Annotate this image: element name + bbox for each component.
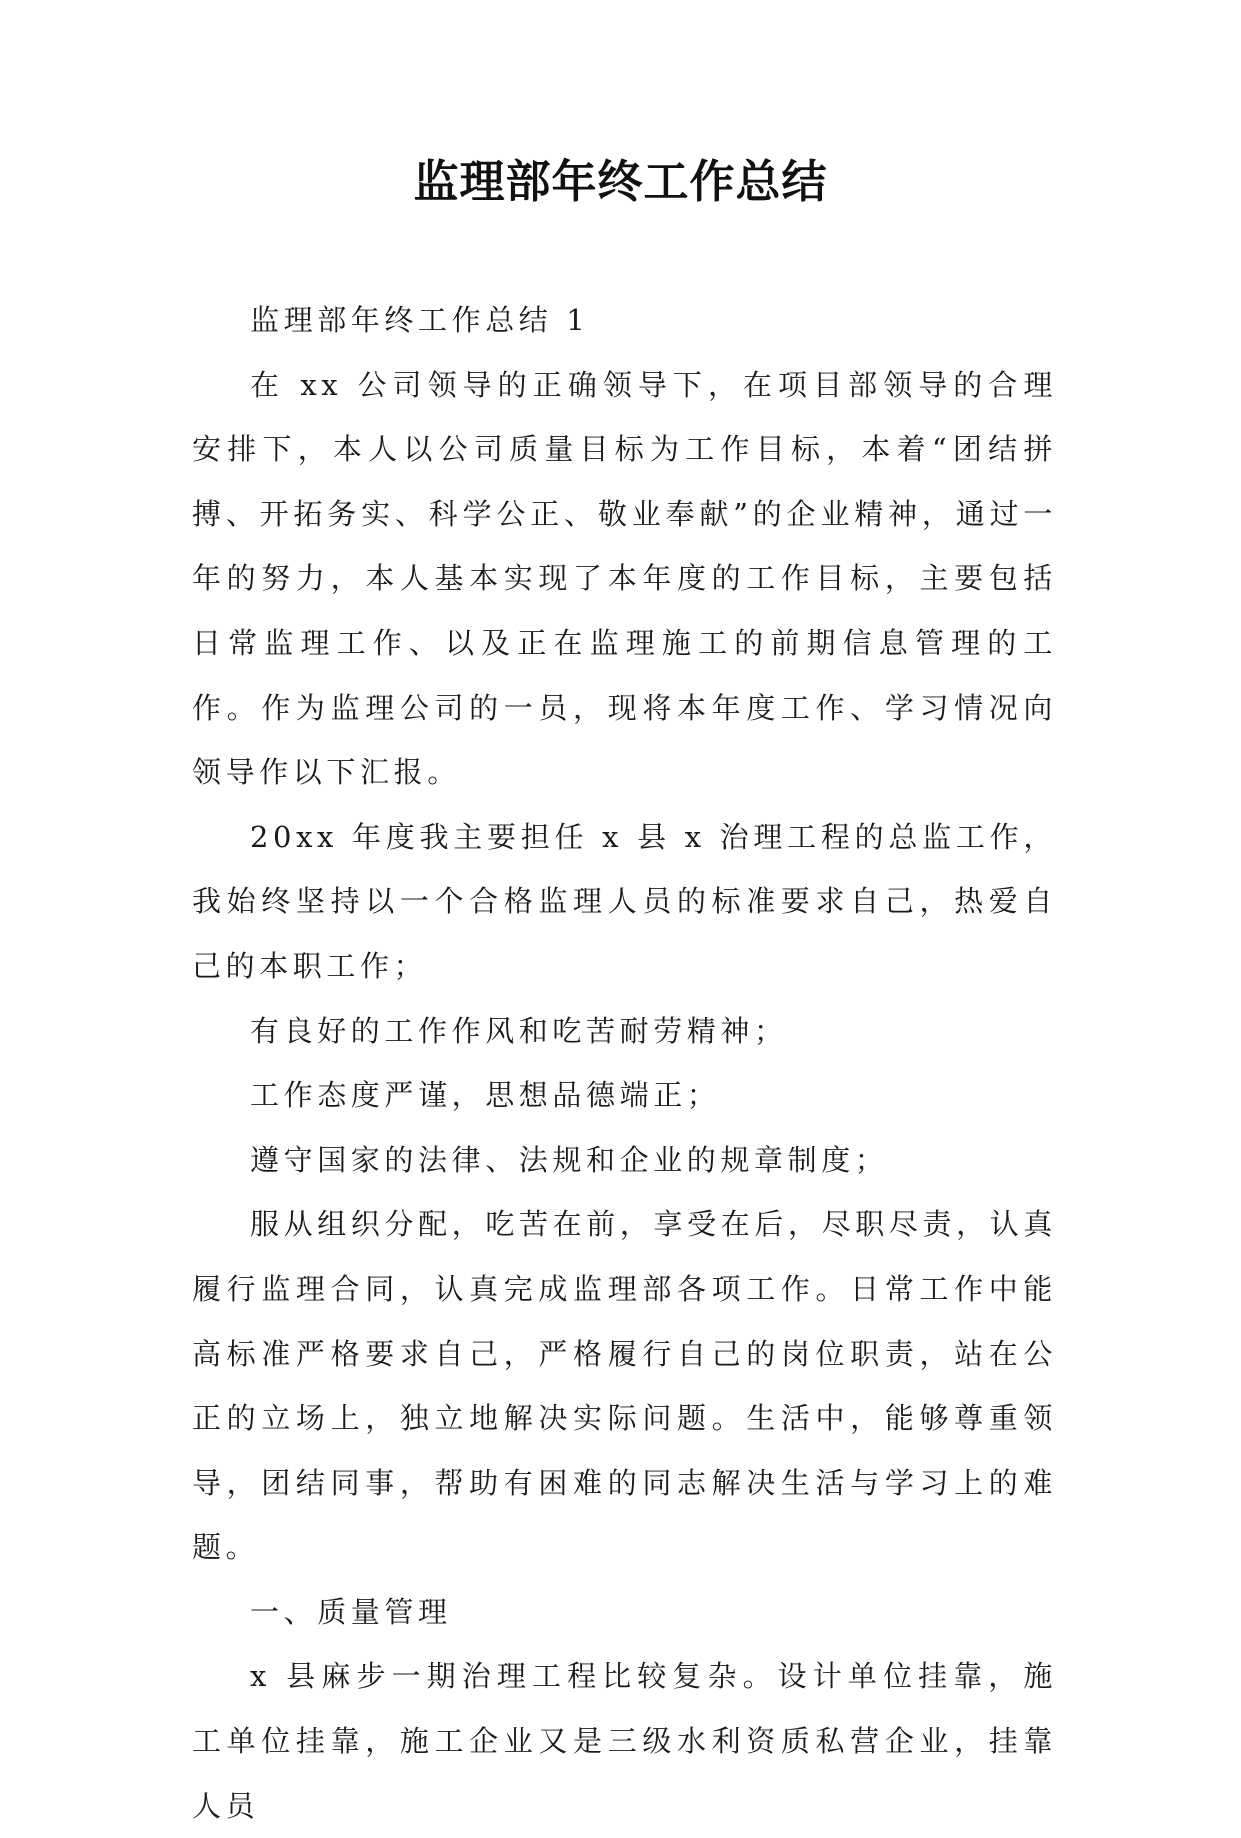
paragraph: 工作态度严谨，思想品德端正；	[250, 1078, 721, 1113]
section-heading: 一、质量管理	[250, 1594, 452, 1629]
paragraph: 遵守国家的法律、法规和企业的规章制度；	[250, 1142, 889, 1177]
document-body	[192, 288, 1057, 1838]
paragraph: 在 xx 公司领导的正确领导下，在项目部领导的合理安排下，本人以公司质量目标为工作目标，本着“团结拼搏、开拓务实、科学公正、敬业奉献”的企业精神，通过一年的努力，本人基本实现了本年度的工作目标，主要包括日常监理工作、以及正在监理施工的前期信息管理的工作。作为监理公司的一员，现将本年度工作、学习情况向领导作以下汇报。	[192, 367, 1057, 790]
paragraph: 20xx 年度我主要担任 x 县 x 治理工程的总监工作，我始终坚持以一个合格监理人员的标准要求自己，热爱自己的本职工作；	[192, 819, 1057, 983]
paragraph: 有良好的工作作风和吃苦耐劳精神；	[250, 1013, 788, 1048]
document-title: 监理部年终工作总结	[413, 155, 828, 208]
paragraph: x 县麻步一期治理工程比较复杂。设计单位挂靠，施工单位挂靠，施工企业又是三级水利资质私营企业，挂靠人员	[192, 1659, 1057, 1823]
section-heading: 监理部年终工作总结 1	[250, 303, 590, 337]
paragraph: 服从组织分配，吃苦在前，享受在后，尽职尽责，认真履行监理合同，认真完成监理部各项工作。日常工作中能高标准严格要求自己，严格履行自己的岗位职责，站在公正的立场上，独立地解决实际问题。生活中，能够尊重领导，团结同事，帮助有困难的同志解决生活与学习上的难题。	[192, 1207, 1057, 1565]
